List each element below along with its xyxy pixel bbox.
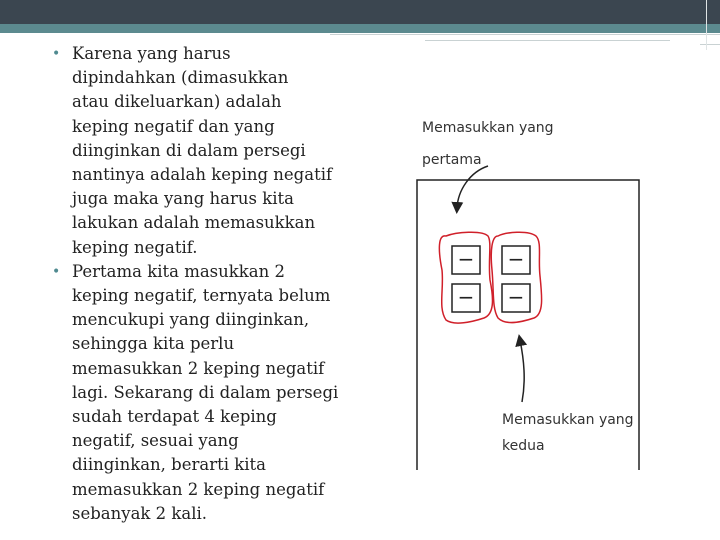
- bullet-1-line: Karena yang harus: [72, 44, 231, 63]
- arrow-second-icon: [520, 340, 524, 402]
- bullet-2-line: mencukupi yang diinginkan,: [72, 310, 310, 330]
- tile-minus-sign: −: [507, 247, 525, 271]
- bullet-2-line: keping negatif, ternyata belum: [72, 286, 331, 306]
- bullet-1-line: dipindahkan (dimasukkan: [72, 68, 289, 88]
- deco-vertical-line: [706, 0, 707, 50]
- bullet-dot-icon: •: [52, 46, 61, 62]
- square-frame: [417, 180, 639, 470]
- deco-line-1: [330, 34, 720, 35]
- deco-line-3: [700, 44, 720, 45]
- bullet-item-2: [52, 260, 352, 526]
- bullet-1-line: diinginkan di dalam persegi: [72, 140, 306, 160]
- deco-line-2: [425, 40, 670, 41]
- bullet-2-line: memasukkan 2 keping negatif: [72, 479, 325, 499]
- bullet-1-line: nantinya adalah keping negatif: [72, 165, 333, 185]
- bullet-2-line: Pertama kita masukkan 2: [72, 261, 285, 281]
- accent-bar: [0, 24, 720, 33]
- bullet-2-line: memasukkan 2 keping negatif: [72, 358, 325, 378]
- label-first-line-1: Memasukkan yang: [422, 120, 554, 136]
- tile-minus-sign: −: [457, 247, 475, 271]
- label-second-line-1: Memasukkan yang: [502, 412, 634, 428]
- bullet-1-line: keping negatif dan yang: [72, 116, 275, 136]
- bullet-2-line: sehingga kita perlu: [72, 334, 235, 354]
- bullet-2-line: diinginkan, berarti kita: [72, 455, 266, 475]
- label-second-line-2: kedua: [502, 438, 545, 454]
- bullet-dot-icon: •: [52, 263, 61, 280]
- bullet-list: [52, 42, 352, 526]
- bullet-1-line: atau dikeluarkan) adalah: [72, 92, 282, 112]
- bullet-2-line: sebanyak 2 kali.: [72, 503, 208, 523]
- tile-minus-sign: −: [507, 285, 525, 309]
- bullet-2-line: negatif, sesuai yang: [72, 431, 239, 451]
- bullet-1-line: keping negatif.: [72, 237, 198, 257]
- bullet-2-line: sudah terdapat 4 keping: [72, 407, 277, 427]
- label-first-line-2: pertama: [422, 152, 482, 168]
- bullet-2-line: lagi. Sekarang di dalam persegi: [72, 382, 339, 402]
- bullet-1-line: juga maka yang harus kita: [72, 189, 294, 209]
- tile-figure: [410, 110, 650, 470]
- arrow-first-icon: [457, 166, 488, 208]
- top-header-bar: [0, 0, 720, 24]
- bullet-1-line: lakukan adalah memasukkan: [72, 213, 316, 233]
- figure-drawing: [410, 110, 650, 470]
- bullet-item-1: [52, 42, 352, 260]
- tile-minus-sign: −: [457, 285, 475, 309]
